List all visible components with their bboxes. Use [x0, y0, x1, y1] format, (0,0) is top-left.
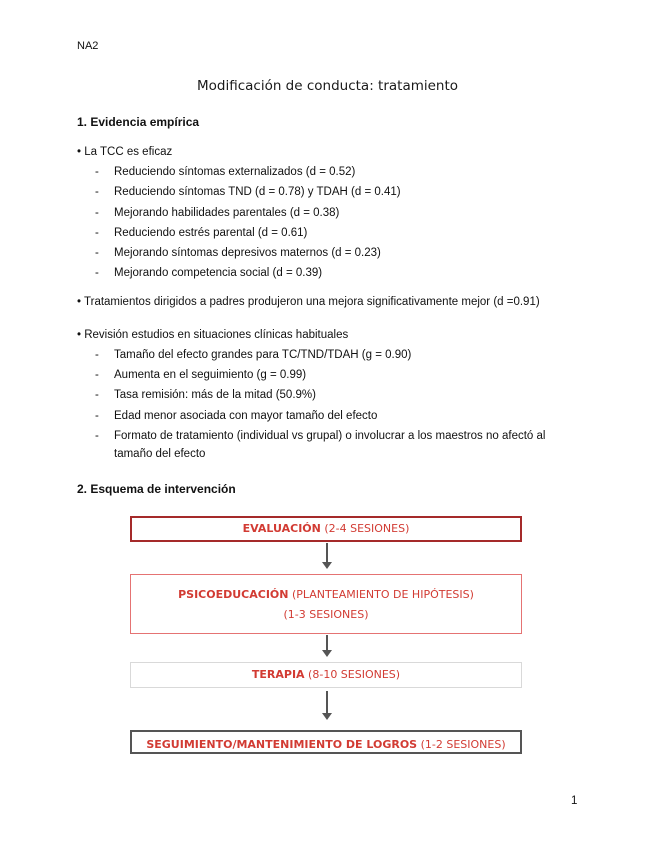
list-item: - Mejorando habilidades parentales (d = 0.38) [95, 207, 340, 219]
step-psicoeducacion-box: PSICOEDUCACIÓN (PLANTEAMIENTO DE HIPÓTESIS) (1-3 SESIONES) [130, 574, 522, 634]
list-item: - Edad menor asociada con mayor tamaño del efecto [95, 410, 378, 422]
list-item: - Reduciendo síntomas externalizados (d = 0.52) [95, 166, 356, 178]
list-item: - Mejorando síntomas depresivos maternos (d = 0.23) [95, 247, 381, 259]
list-item: - Aumenta en el seguimiento (g = 0.99) [95, 369, 307, 381]
bullet-clinical-review: • Revisión estudios en situaciones clínicas habituales [77, 329, 349, 341]
step-terapia-box: TERAPIA (8-10 SESIONES) [130, 662, 522, 688]
list-item: - Reduciendo síntomas TND (d = 0.78) y TDAH (d = 0.41) [95, 186, 401, 198]
section-heading-intervention: 2. Esquema de intervención [77, 482, 236, 496]
list-item: - Formato de tratamiento (individual vs grupal) o involucrar a los maestros no afectó al tamaño del efecto [95, 430, 546, 460]
bullet-parents: • Tratamientos dirigidos a padres produjeron una mejora significativamente mejor (d =0.91) [77, 296, 540, 308]
list-item: - Tasa remisión: más de la mitad (50.9%) [95, 389, 316, 401]
flow-arrow [326, 543, 328, 563]
step-seguimiento-box: SEGUIMIENTO/MANTENIMIENTO DE LOGROS (1-2 SESIONES) [130, 730, 522, 754]
list-item: - Reduciendo estrés parental (d = 0.61) [95, 227, 308, 239]
flow-arrowhead [322, 713, 332, 720]
flow-arrowhead [322, 650, 332, 657]
flow-arrow [326, 635, 328, 651]
step-evaluacion-box: EVALUACIÓN (2-4 SESIONES) [130, 516, 522, 542]
flow-arrowhead [322, 562, 332, 569]
list-item: - Tamaño del efecto grandes para TC/TND/TDAH (g = 0.90) [95, 349, 412, 361]
flow-arrow [326, 691, 328, 714]
page-number: 1 [571, 795, 578, 807]
section-heading-evidence: 1. Evidencia empírica [77, 115, 200, 129]
bullet-tcc: • La TCC es eficaz [77, 146, 173, 158]
page-title: Modificación de conducta: tratamiento [196, 78, 459, 94]
list-item: - Mejorando competencia social (d = 0.39) [95, 267, 323, 279]
document-header-code: NA2 [77, 40, 99, 52]
